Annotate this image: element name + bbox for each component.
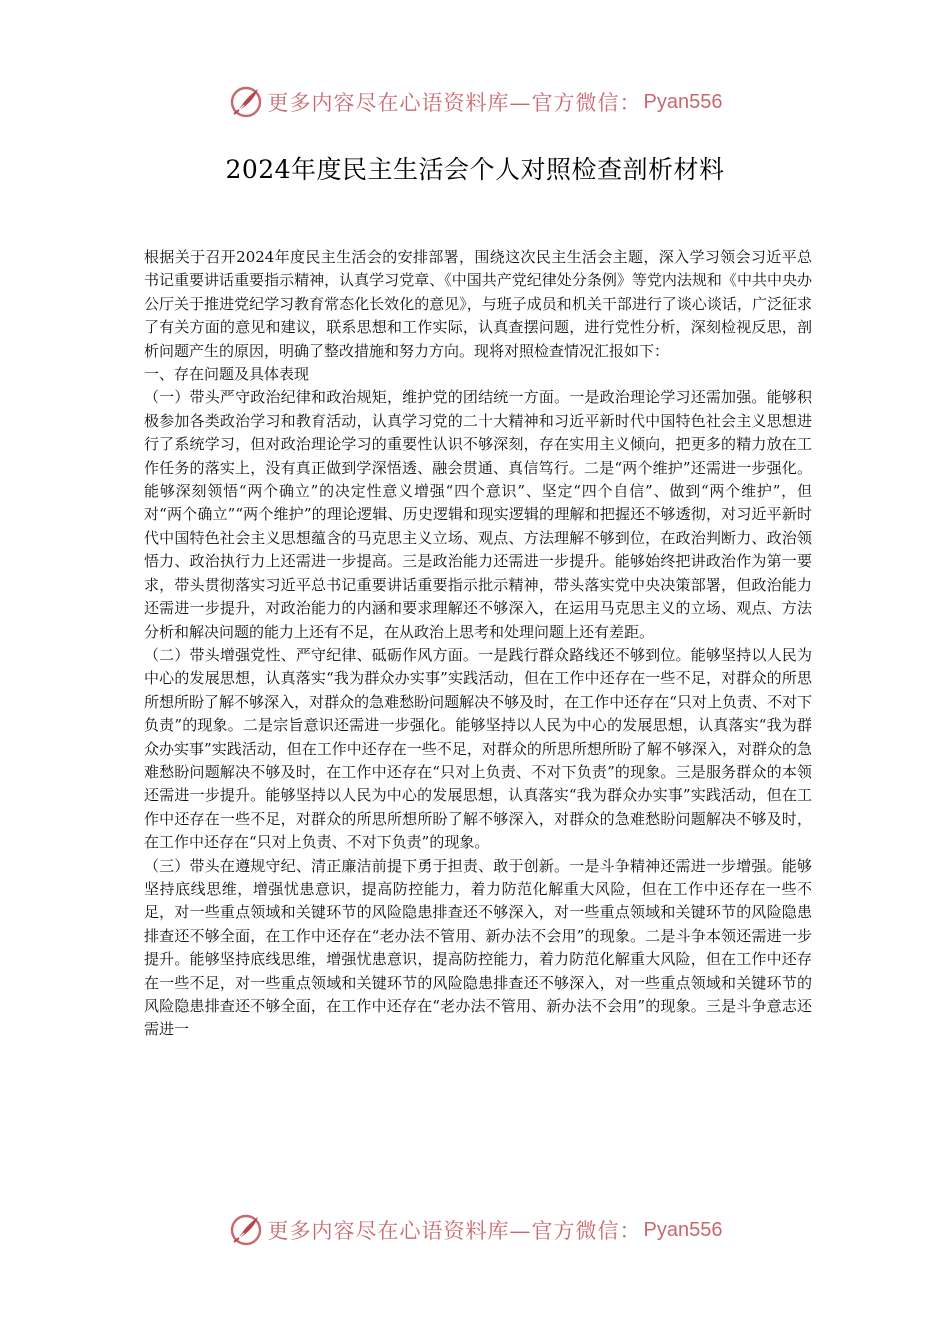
body-paragraph: （一）带头严守政治纪律和政治规矩，维护党的团结统一方面。一是政治理论学习还需加强。能够积极参加各类政治学习和教育活动，认真学习党的二十大精神和习近平新时代中国特色社会主义思想进行了系统学习，但对政治理论学习的重要性认识不够深刻，存在实用主义倾向，把更多的精力放在工作任务的落实上，没有真正做到学深悟透、融会贯通、真信笃行。二是“两个维护”还需进一步强化。能够深刻领悟“两个确立”的决定性意义增强“四个意识”、坚定“四个自信”、做到“两个维护”，但对“两个确立”“两个维护”的理论逻辑、历史逻辑和现实逻辑的理解和把握还不够透彻，对习近平新时代中国特色社会主义思想蕴含的马克思主义立场、观点、方法理解不够到位，在政治判断力、政治领悟力、政治执行力上还需进一步提高。三是政治能力还需进一步提升。能够始终把讲政治作为第一要求，带头贯彻落实习近平总书记重要讲话重要指示批示精神，带头落实党中央决策部署，但政治能力还需进一步提升，对政治能力的内涵和要求理解还不够深入，在运用马克思主义的立场、观点、方法分析和解决问题的能力上还有不足，在从政治上思考和处理问题上还有差距。	[144, 388, 812, 641]
quill-pen-logo-icon	[228, 1212, 264, 1248]
body-paragraph: （三）带头在遵规守纪、清正廉洁前提下勇于担责、敢于创新。一是斗争精神还需进一步增强。能够坚持底线思维，增强忧患意识，提高防控能力，着力防范化解重大风险，但在工作中还存在一些不足，对一些重点领域和关键环节的风险隐患排查还不够深入，对一些重点领域和关键环节的风险隐患排查还不够全面，在工作中还存在“老办法不管用、新办法不会用”的现象。二是斗争本领还需进一步提升。能够坚持底线思维，增强忧患意识，提高防控能力，着力防范化解重大风险，但在工作中还存在一些不足，对一些重点领域和关键环节的风险隐患排查还不够深入，对一些重点领域和关键环节的风险隐患排查还不够全面，在工作中还存在“老办法不管用、新办法不会用”的现象。三是斗争意志还需进一	[144, 856, 812, 1039]
section-heading: 一、存在问题及具体表现	[144, 365, 310, 384]
body-paragraph: （二）带头增强党性、严守纪律、砥砺作风方面。一是践行群众路线还不够到位。能够坚持以人民为中心的发展思想，认真落实“我为群众办实事”实践活动，但在工作中还存在一些不足，对群众的所思所想所盼了解不够深入，对群众的急难愁盼问题解决不够及时，在工作中还存在“只对上负责、不对下负责”的现象。二是宗旨意识还需进一步强化。能够坚持以人民为中心的发展思想，认真落实“我为群众办实事”实践活动，但在工作中还存在一些不足，对群众的所思所想所盼了解不够深入，对群众的急难愁盼问题解决不够及时，在工作中还存在“只对上负责、不对下负责”的现象。三是服务群众的本领还需进一步提升。能够坚持以人民为中心的发展思想，认真落实“我为群众办实事”实践活动，但在工作中还存在一些不足，对群众的所思所想所盼了解不够深入，对群众的急难愁盼问题解决不够及时，在工作中还存在“只对上负责、不对下负责”的现象。	[144, 645, 812, 852]
document-body	[144, 246, 812, 1042]
header-banner	[0, 80, 950, 124]
header-banner-text: 更多内容尽在心语资料库—官方微信：	[267, 91, 642, 115]
quill-pen-logo-icon	[228, 84, 264, 120]
document-title: 2024年度民主生活会个人对照检查剖析材料	[225, 155, 725, 184]
header-banner-wechat: Pyan556	[643, 90, 723, 113]
footer-banner-text: 更多内容尽在心语资料库—官方微信：	[267, 1219, 642, 1243]
footer-banner	[0, 1208, 950, 1252]
footer-banner-wechat: Pyan556	[643, 1218, 723, 1241]
intro-paragraph: 根据关于召开2024年度民主生活会的安排部署，围绕这次民主生活会主题，深入学习领会习近平总书记重要讲话重要指示精神，认真学习党章、《中国共产党纪律处分条例》等党内法规和《中共中央办公厅关于推进党纪学习教育常态化长效化的意见》，与班子成员和机关干部进行了谈心谈话，广泛征求了有关方面的意见和建议，联系思想和工作实际，认真查摆问题，进行党性分析，深刻检视反思，剖析问题产生的原因，明确了整改措施和努力方向。现将对照检查情况汇报如下：	[144, 248, 812, 360]
